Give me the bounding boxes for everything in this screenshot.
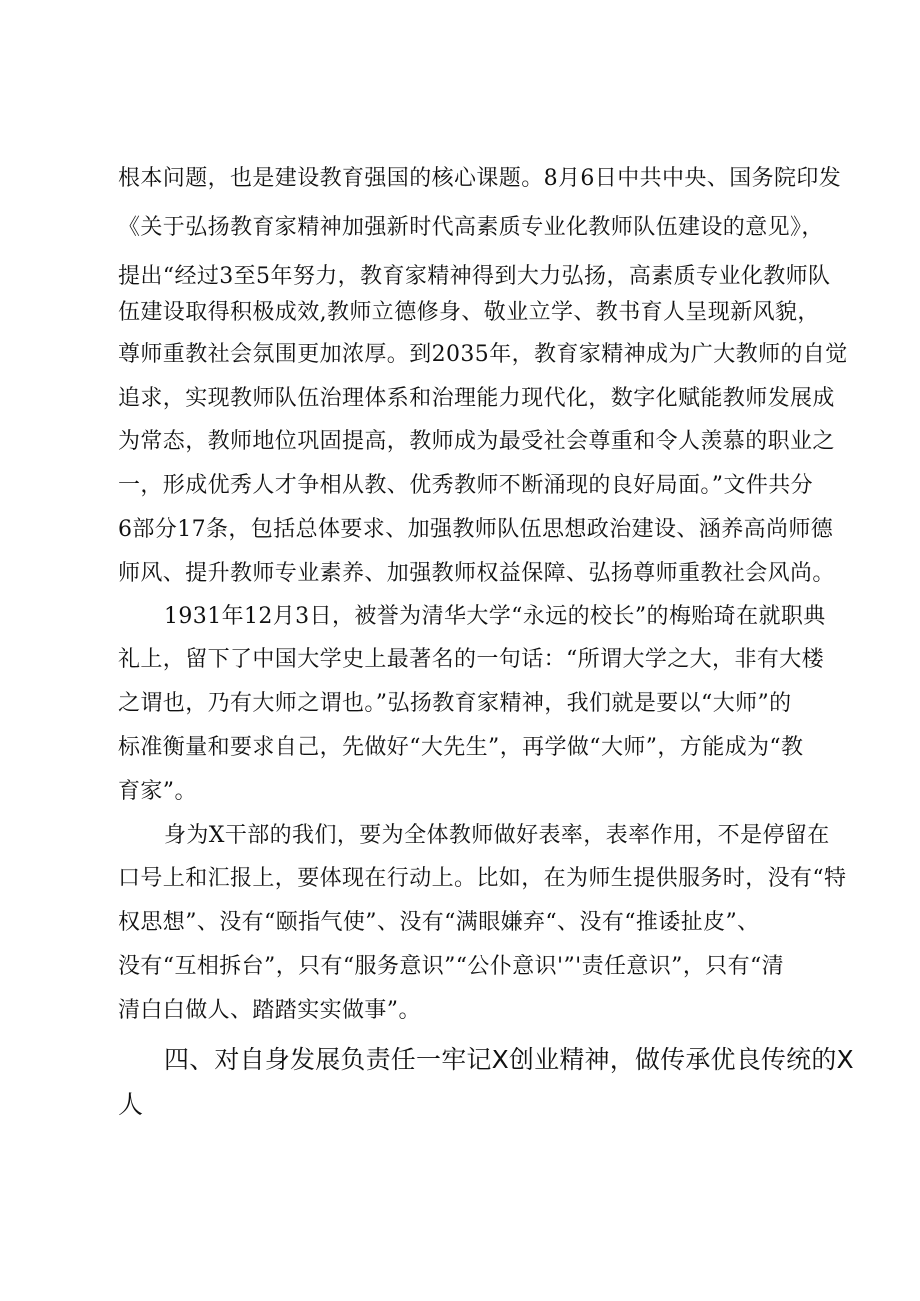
paragraph-1-line-9: 6部分17条，包括总体要求、加强教师队伍思想政治建设、涵养高尚师德 <box>118 517 834 542</box>
paragraph-1-line-3: 提出“经过3至5年努力，教育家精神得到大力弘扬，高素质专业化教师队 <box>118 264 831 289</box>
paragraph-2-line-4: 标准衡量和要求自己，先做好“大先生”，再学做“大师”，方能成为“教 <box>118 735 804 760</box>
paragraph-3-line-3: 权思想”、没有“颐指气使”、没有“满眼嫌弃“、没有“推诿扯皮”、 <box>118 910 760 935</box>
paragraph-1-line-2: 《关于弘扬教育家精神加强新时代高素质专业化教师队伍建设的意见》， <box>118 215 824 240</box>
paragraph-3-line-1: 身为X干部的我们，要为全体教师做好表率，表率作用，不是停留在 <box>164 823 830 848</box>
paragraph-2-line-5: 育家”。 <box>118 779 197 804</box>
paragraph-2-line-3: 之谓也，乃有大师之谓也。”弘扬教育家精神，我们就是要以“大师”的 <box>118 691 792 716</box>
paragraph-1-line-5: 尊师重教社会氛围更加浓厚。到2035年，教育家精神成为广大教师的自觉 <box>118 342 848 367</box>
paragraph-2-line-2: 礼上，留下了中国大学史上最著名的一句话：“所谓大学之大，非有大楼 <box>118 647 825 672</box>
paragraph-3-line-4: 没有“互相拆台”，只有“服务意识”“公仆意识'”'责任意识”，只有“清 <box>118 954 785 979</box>
paragraph-1-line-10: 师风、提升教师专业素养、加强教师权益保障、弘扬尊师重教社会风尚。 <box>118 561 835 586</box>
section-heading-line-2: 人 <box>118 1090 144 1119</box>
paragraph-2-line-1: 1931年12月3日，被誉为清华大学“永远的校长”的梅贻琦在就职典 <box>164 604 826 629</box>
paragraph-3-line-5: 清白白做人、踏踏实实做事”。 <box>118 998 421 1023</box>
paragraph-3-line-2: 口号上和汇报上，要体现在行动上。比如，在为师生提供服务时，没有“特 <box>118 866 847 891</box>
paragraph-1-line-1: 根本问题，也是建设教育强国的核心课题。8月6日中共中央、国务院印发 <box>118 166 842 191</box>
paragraph-1-line-7: 为常态，教师地位巩固提高，教师成为最受社会尊重和令人羡慕的职业之 <box>118 429 835 454</box>
paragraph-1-line-8: 一，形成优秀人才争相从教、优秀教师不断涌现的良好局面。”文件共分 <box>118 473 814 498</box>
paragraph-1-line-4: 伍建设取得积极成效,教师立德修身、敬业立学、教书育人呈现新风貌， <box>118 300 820 325</box>
paragraph-1-line-6: 追求，实现教师队伍治理体系和治理能力现代化，数字化赋能教师发展成 <box>118 386 835 411</box>
section-heading-line-1: 四、对自身发展负责任一牢记X创业精神，做传承优良传统的X <box>164 1045 854 1074</box>
